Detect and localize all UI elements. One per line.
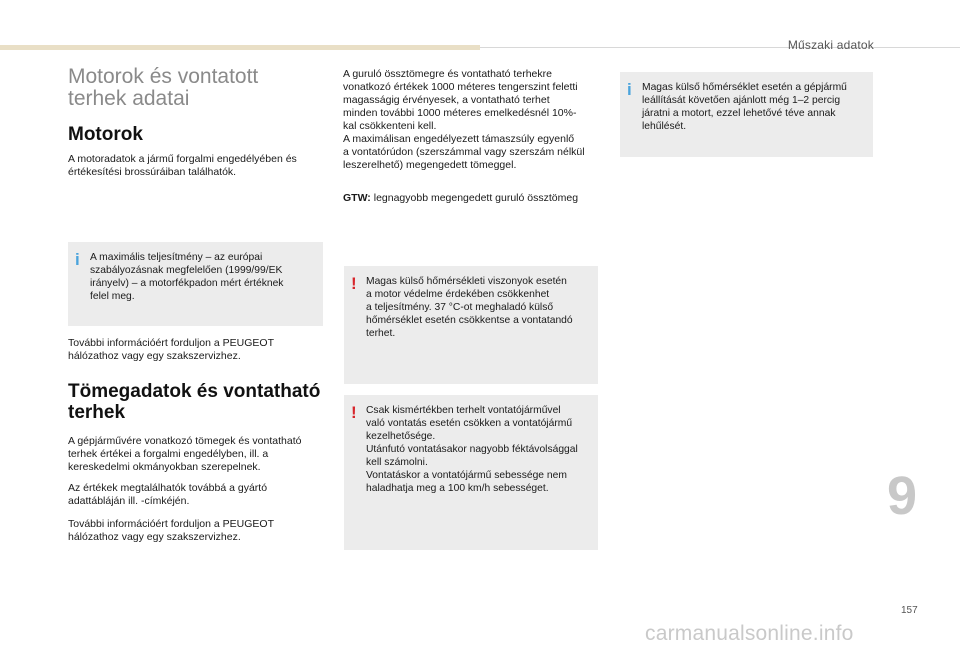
page-number: 157 — [901, 605, 918, 616]
gtw-label: GTW: — [343, 192, 371, 204]
info-box-engine-cooling — [620, 72, 873, 157]
towing-paragraph: A guruló össztömegre és vontatható terhekre vonatkozó értékek 1000 méteres tengerszint feletti magasságig érvényesek, a vontatható terhet minden további 1000 méteres emelkedésnél 10%- kal csökkenteni kell. A maximálisan engedélyezett támaszsúly egyenlő a vontatórúdon (szerszámmal vagy szerszám nélkül leszerelhető) megengedett tömeggel. — [343, 68, 585, 171]
warning-box-towing — [344, 395, 598, 550]
gtw-text: legnagyobb megengedett guruló össztömeg — [370, 192, 579, 204]
column-middle — [343, 68, 599, 205]
more-info-text-1: További információért forduljon a PEUGEOT hálózathoz vagy egy szakszervizhez. — [68, 337, 275, 362]
watermark: carmanualsonline.info — [645, 622, 854, 645]
column-left — [68, 66, 324, 179]
weights-heading: Tömegadatok és vontatható terhek — [68, 381, 321, 423]
weights-text-2: Az értékek megtalálhatók továbbá a gyártó adattábláján ill. -címkéjén. — [68, 482, 268, 507]
warning-box-high-temperature — [344, 266, 598, 384]
info-icon: i — [627, 80, 632, 99]
weights-text-1: A gépjárművére vonatkozó tömegek és vontatható terhek értékei a forgalmi engedélyben, ill. a kereskedelmi okmányokban szerepelnek. — [68, 435, 302, 473]
info-icon: i — [75, 250, 80, 269]
page-title — [68, 66, 324, 110]
motors-heading: Motorok — [68, 124, 143, 145]
gtw-definition — [343, 192, 599, 205]
info-box-text-2: Magas külső hőmérséklet esetén a gépjármű leállítását követően ajánlott még 1–2 percig járatni a motort, ezzel lehetővé téve annak lehűlését. — [642, 82, 847, 132]
header-rule — [480, 47, 960, 48]
warning-box-text-1: Magas külső hőmérsékleti viszonyok esetén a motor védelme érdekében csökkenhet a teljesítmény. 37 °C-ot meghaladó külső hőmérséklet esetén csökkentse a vontatandó terhet. — [366, 276, 573, 339]
motors-text: A motoradatok a jármű forgalmi engedélyében és értékesítési brossúráiban találhatók. — [68, 153, 297, 178]
warning-icon: ! — [351, 403, 357, 422]
section-label: Műszaki adatok — [787, 38, 874, 52]
warning-box-text-2: Csak kismértékben terhelt vontatójárművel való vontatás esetén csökken a vontatójármű kezelhetősége. Utánfutó vontatásakor nagyobb féktávolsággal kell számolni. Vontatáskor a vontatójármű sebessége nem haladhatja meg a 100 km/h sebességet. — [366, 405, 578, 494]
page-title-line-2: terhek adatai — [68, 87, 190, 110]
column-left-lower — [68, 337, 324, 544]
more-info-text-2: További információért forduljon a PEUGEOT hálózathoz vagy egy szakszervizhez. — [68, 518, 275, 543]
info-box-max-power — [68, 242, 323, 326]
chapter-number: 9 — [887, 466, 918, 526]
warning-icon: ! — [351, 274, 357, 293]
header-accent-bar — [0, 45, 480, 50]
page-title-line-1: Motorok és vontatott — [68, 65, 259, 88]
info-box-text: A maximális teljesítmény – az európai szabályozásnak megfelelően (1999/99/EK irányelv) – a motorfékpadon mért értéknek felel meg. — [90, 252, 284, 302]
